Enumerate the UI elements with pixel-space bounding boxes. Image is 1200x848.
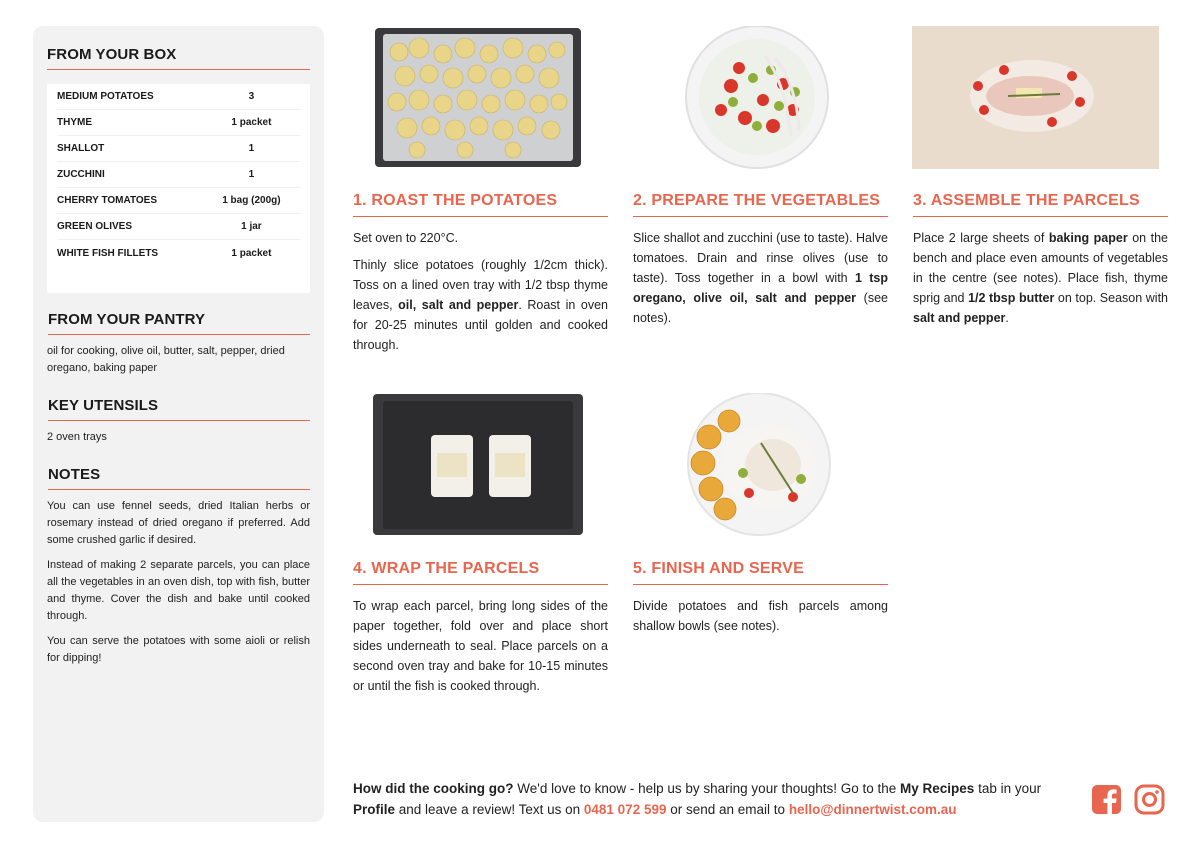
ingredient-name: ZUCCHINI <box>57 169 105 180</box>
step-2-photo <box>633 26 888 169</box>
ingredient-row <box>57 214 300 240</box>
step-3-body <box>913 228 1168 335</box>
ingredient-qty: 1 <box>248 143 255 154</box>
ingredient-name: WHITE FISH FILLETS <box>57 247 159 259</box>
potatoes-tray-image <box>353 26 608 169</box>
step-1-text: Set oven to 220°C. <box>353 231 459 245</box>
note-paragraph: Instead of making 2 separate parcels, you can place all the vegetables in an oven dish, top with fish, butter and thyme. Cover the dish and bake until cooked through. <box>47 559 310 622</box>
my-recipes-link[interactable]: My Recipes <box>900 781 975 796</box>
ingredient-name: CHERRY TOMATOES <box>57 195 158 206</box>
ingredient-qty: 1 packet <box>231 117 272 128</box>
step-4-photo <box>353 393 608 536</box>
step-1-body <box>353 228 608 362</box>
notes-section <box>47 466 310 667</box>
ingredient-name: MEDIUM POTATOES <box>57 91 154 102</box>
ingredient-name: THYME <box>57 117 92 128</box>
ingredient-qty: 1 <box>248 169 255 180</box>
step-1-title: 1. ROAST THE POTATOES <box>353 192 608 217</box>
step-2-body <box>633 228 888 335</box>
step-1-photo <box>353 26 608 169</box>
sidebar <box>33 26 324 822</box>
step-2-text: Slice shallot and zucchini (use to taste). Halve tomatoes. Drain and rinse olives (use to taste). Toss together in a bowl with 1 tsp oregano, olive oil, salt and pepper (see notes). <box>633 231 889 325</box>
step-5-title: 5. FINISH AND SERVE <box>633 560 888 585</box>
step-4-text: To wrap each parcel, bring long sides of the paper together, fold over and place short sides underneath to seal. Place parcels on a second oven tray and bake for 10-15 minutes or until the fish is cooked through. <box>353 599 608 693</box>
phone-number-link[interactable]: 0481 072 599 <box>583 802 667 817</box>
ingredient-row <box>57 136 300 162</box>
notes-heading: NOTES <box>48 466 310 490</box>
step-5-photo <box>633 393 888 536</box>
pantry-heading: FROM YOUR PANTRY <box>48 311 310 335</box>
vegetable-bowl-image <box>633 26 888 169</box>
ingredient-row <box>57 110 300 136</box>
ingredient-name: GREEN OLIVES <box>57 221 133 232</box>
feedback-question: How did the cooking go? <box>353 781 514 796</box>
step-1-text: Thinly slice potatoes (roughly 1/2cm thick). Toss on a lined oven tray with 1/2 tbsp thyme leaves, oil, salt and pepper. Roast in oven for 20-25 minutes until golden and cooked through. <box>353 258 608 352</box>
plated-dish-image <box>633 393 888 536</box>
assembled-parcel-image <box>912 26 1159 169</box>
email-link[interactable]: hello@dinnertwist.com.au <box>788 802 957 817</box>
step-3-text: Place 2 large sheets of baking paper on the bench and place even amounts of vegetables in the centre (see notes). Place fish, thyme sprig and 1/2 tbsp butter on top. Season with salt and pepper. <box>913 231 1168 325</box>
ingredient-row <box>57 240 300 266</box>
step-4-title: 4. WRAP THE PARCELS <box>353 560 608 585</box>
note-paragraph: You can serve the potatoes with some aioli or relish for dipping! <box>47 635 310 664</box>
step-5-body <box>633 596 888 643</box>
note-paragraph: You can use fennel seeds, dried Italian herbs or rosemary instead of dried oregano if preferred. Add some crushed garlic if desired. <box>47 500 310 546</box>
step-5-text: Divide potatoes and fish parcels among shallow bowls (see notes). <box>633 599 888 633</box>
wrapped-parcels-image <box>353 393 608 536</box>
ingredient-qty: 3 <box>248 91 255 102</box>
step-3-title: 3. ASSEMBLE THE PARCELS <box>913 192 1168 217</box>
instagram-icon[interactable] <box>1134 784 1165 820</box>
from-your-box-heading: FROM YOUR BOX <box>47 46 310 70</box>
step-2-title: 2. PREPARE THE VEGETABLES <box>633 192 888 217</box>
ingredient-qty: 1 bag (200g) <box>222 195 281 206</box>
ingredient-row <box>57 84 300 110</box>
ingredient-row <box>57 162 300 188</box>
step-3-photo <box>912 26 1159 169</box>
pantry-section <box>47 311 310 377</box>
profile-link[interactable]: Profile <box>353 802 396 817</box>
pantry-text: oil for cooking, olive oil, butter, salt, pepper, dried oregano, baking paper <box>47 345 285 374</box>
ingredients-table <box>47 84 310 293</box>
feedback-footer: How did the cooking go? We'd love to know - help us by sharing your thoughts! Go to the My Recipes tab in your Profile and leave a review! Text us on 0481 072 599 or send an email to hello@dinnertwist.com.au <box>353 781 1042 817</box>
ingredient-qty: 1 packet <box>231 247 272 259</box>
ingredient-name: SHALLOT <box>57 143 105 154</box>
facebook-icon[interactable] <box>1091 784 1122 820</box>
utensils-text: 2 oven trays <box>47 431 107 443</box>
ingredient-qty: 1 jar <box>241 221 262 232</box>
utensils-heading: KEY UTENSILS <box>48 397 310 421</box>
from-your-box-section <box>47 46 310 293</box>
ingredient-row <box>57 188 300 214</box>
utensils-section <box>47 397 310 446</box>
step-4-body <box>353 596 608 703</box>
